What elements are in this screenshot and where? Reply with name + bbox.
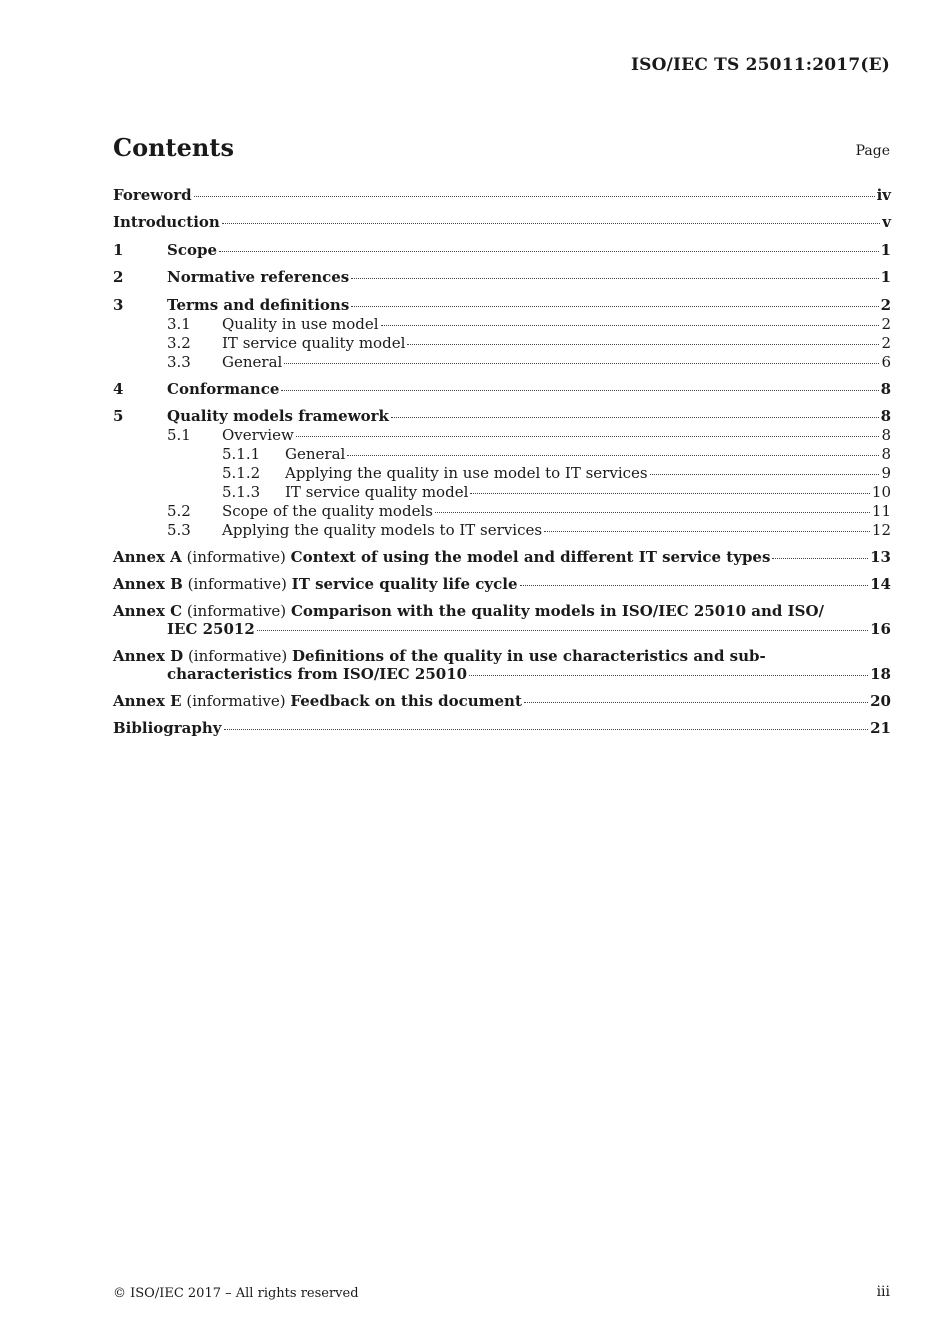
page-column-label: Page: [855, 143, 890, 159]
toc-entry-terms-and-definitions[interactable]: 3 Terms and definitions 2: [113, 296, 891, 314]
toc-entry-annex-e[interactable]: Annex E (informative) Feedback on this document 20: [113, 692, 891, 710]
toc-entry-5-1[interactable]: 5.1 Overview 8: [167, 426, 891, 444]
contents-heading: Contents: [113, 133, 234, 162]
toc-entry-conformance[interactable]: 4 Conformance 8: [113, 380, 891, 398]
toc-entry-3-1[interactable]: 3.1 Quality in use model 2: [167, 315, 891, 333]
toc-entry-normative-references[interactable]: 2 Normative references 1: [113, 268, 891, 286]
toc-entry-5-3[interactable]: 5.3 Applying the quality models to IT services 12: [167, 521, 891, 539]
footer-page-number: iii: [876, 1284, 890, 1300]
document-id: ISO/IEC TS 25011:2017(E): [630, 55, 890, 75]
toc-entry-scope[interactable]: 1 Scope 1: [113, 241, 891, 259]
toc-entry-5-2[interactable]: 5.2 Scope of the quality models 11: [167, 502, 891, 520]
toc-entry-foreword[interactable]: Foreword iv: [113, 186, 891, 204]
toc-entry-3-2[interactable]: 3.2 IT service quality model 2: [167, 334, 891, 352]
toc-entry-annex-d[interactable]: Annex D (informative) Definitions of the quality in use characteristics and sub- characteristics from ISO/IEC 25010 18: [113, 647, 891, 683]
toc-entry-introduction[interactable]: Introduction v: [113, 213, 891, 231]
toc-entry-annex-b[interactable]: Annex B (informative) IT service quality life cycle 14: [113, 575, 891, 593]
toc-entry-3-3[interactable]: 3.3 General 6: [167, 353, 891, 371]
footer-copyright: © ISO/IEC 2017 – All rights reserved: [113, 1286, 359, 1301]
table-of-contents: [113, 186, 891, 737]
toc-entry-5-1-3[interactable]: 5.1.3 IT service quality model 10: [222, 483, 891, 501]
toc-entry-annex-c[interactable]: Annex C (informative) Comparison with the quality models in ISO/IEC 25010 and ISO/ IEC 25012 16: [113, 602, 891, 638]
toc-entry-5-1-1[interactable]: 5.1.1 General 8: [222, 445, 891, 463]
toc-entry-quality-models-framework[interactable]: 5 Quality models framework 8: [113, 407, 891, 425]
toc-entry-5-1-2[interactable]: 5.1.2 Applying the quality in use model to IT services 9: [222, 464, 891, 482]
toc-entry-annex-a[interactable]: Annex A (informative) Context of using the model and different IT service types 13: [113, 548, 891, 566]
toc-entry-bibliography[interactable]: Bibliography 21: [113, 719, 891, 737]
